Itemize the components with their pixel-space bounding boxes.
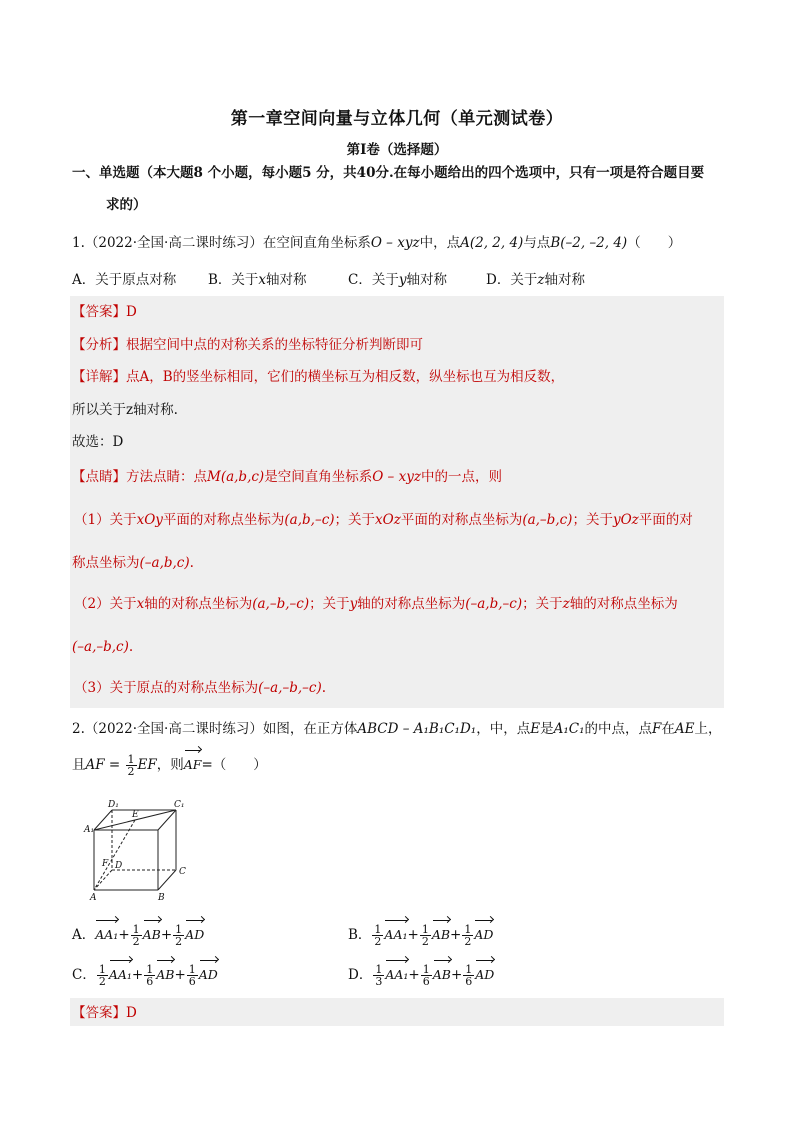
frac [462,924,473,947]
frac-den: 3 [375,975,383,988]
q1-tip-point2-cont [72,637,133,657]
frac-num: 1 [375,963,383,976]
vec-ab: AB [143,922,161,948]
q2-option-c [72,962,218,988]
q1-option-b [208,270,307,290]
frac-num: 1 [421,923,429,936]
frac [131,924,142,947]
q2-option-d [348,962,494,988]
tip-coord: (a,–b,–c) [252,596,310,612]
q1-option-c [348,270,447,290]
tip-axis: z [562,596,570,612]
q1-stem-text: 中，点 [419,235,461,251]
answer-value: D [126,1005,137,1021]
section-heading [72,157,732,221]
frac-num: 1 [132,923,140,936]
analysis-tag: 【分析】 [72,337,126,353]
q1-answer [72,302,137,322]
q2-stem [72,719,721,739]
frac-den: 6 [422,975,430,988]
answer-tag: 【答案】 [72,1005,126,1021]
option-label: A． [72,927,96,943]
frac-den: 2 [464,935,472,948]
frac-num: 1 [175,923,183,936]
frac-num: 1 [98,963,106,976]
q2-point-f: F [651,721,662,737]
q2-stem-text: 上， [694,721,722,737]
plus: + [408,967,420,983]
tip-text: （2）关于 [74,596,137,612]
tip-text: . [128,639,134,655]
q2-ef: EF [137,757,157,773]
q1-tip-point3 [74,678,326,698]
q1-option-c-text: 轴对称 [406,272,447,288]
q1-point-b: B(–2, –2, 4) [550,235,628,251]
q1-option-d-var: z [537,272,545,288]
q1-option-a: A．关于原点对称 [72,272,177,288]
tip-coord: (–a,–b,c) [72,639,129,655]
q2-equals: = [108,757,121,773]
label-d1: D₁ [108,800,119,810]
q2-stem-text: 且 [72,757,86,773]
tip-text: 平面的对 [638,512,693,528]
option-label: D． [348,967,373,983]
option-label: C． [72,967,96,983]
q1-analysis [72,335,423,355]
q2-half-fraction [126,754,137,777]
cube-hidden-edge [94,870,112,890]
q2-option-a [72,922,204,948]
frac-den: 2 [175,935,183,948]
tip-text: . [189,555,194,571]
q1-stem-paren: （ ） [627,235,682,251]
tip-text: 称点坐标为 [72,555,140,571]
q2-stem-paren: =（ ） [201,757,267,773]
q2-solution-box [70,998,724,1026]
label-a: A [90,893,97,902]
section-heading-line1: 一、单选题（本大题8 个小题，每小题5 分，共40分.在每小题给出的四个选项中，只有一项是符合题目要 [72,165,705,181]
tip-point-m: M(a,b,c) [207,469,265,485]
plus: + [450,967,463,983]
page-title: 第一章空间向量与立体几何（单元测试卷） [230,109,564,129]
frac-den: 6 [465,975,473,988]
frac-num: 1 [146,963,154,976]
tip-axis: y [349,596,358,612]
tip-plane: yOz [612,512,639,528]
frac [373,964,384,987]
q1-detail-line2: 所以关于z轴对称. [72,402,178,418]
tip-plane: xOy [136,512,163,528]
frac [144,964,155,987]
frac [97,964,108,987]
option-label: B． [348,927,372,943]
frac-den: 2 [421,935,429,948]
tip-text: . [321,680,327,696]
detail-text: 点A，B的竖坐标相同，它们的横坐标互为相反数，纵坐标也互为相反数， [126,369,565,385]
answer-value: D [126,304,137,320]
frac [372,924,383,947]
tip-text: ；关于 [522,596,563,612]
frac [187,964,198,987]
frac [421,964,432,987]
label-b: B [158,893,165,902]
q2-stem-text: 在 [661,721,675,737]
tip-coord: (–a,b,–c) [465,596,523,612]
q2-af: AF [85,757,105,773]
label-e: E [132,810,139,820]
cube-figure [82,798,192,902]
tip-tag: 【点睛】 [72,469,126,485]
tip-text: （3）关于原点的对称点坐标为 [74,680,259,696]
frac-num: 1 [374,923,382,936]
tip-text: 轴的对称点坐标为 [569,596,678,612]
q1-tip-point1-cont [72,553,194,573]
label-c: C [179,867,186,877]
plus: + [131,967,144,983]
vec-aa1: AA₁ [95,922,118,948]
tip-text: 是空间直角坐标系 [264,469,373,485]
label-d: D [115,861,123,871]
tip-text: （1）关于 [74,512,137,528]
vec-aa1: AA₁ [385,962,408,988]
vec-aa1: AA₁ [384,922,407,948]
vec-ad: AD [475,962,494,988]
frac-den: 6 [146,975,154,988]
q1-option-c-var: y [398,272,407,288]
answer-tag: 【答案】 [72,304,126,320]
plus: + [160,927,173,943]
q2-stem-text: 2.（2022·全国·高二课时练习）如图，在正方体 [72,721,358,737]
label-f: F [102,859,109,869]
q2-segment: A₁C₁ [553,721,585,737]
tip-text: 平面的对称点坐标为 [162,512,285,528]
frac-num: 1 [188,963,196,976]
q1-option-d-text: 轴对称 [544,272,585,288]
q2-option-b [348,922,493,948]
section-heading-line2: 求的） [106,197,147,213]
tip-text: 中的一点，则 [420,469,502,485]
plus: + [118,927,130,943]
frac-den: 2 [132,935,140,948]
tip-coord: (–a,–b,–c) [258,680,322,696]
q1-option-b-text: 轴对称 [266,272,307,288]
tip-coord: (–a,b,c) [139,555,190,571]
frac-den: 6 [188,975,196,988]
vec-ab: AB [156,962,174,988]
tip-text: ；关于 [334,512,376,528]
frac-den: 2 [98,975,106,988]
cube-edge [94,810,112,830]
q2-stem-line2 [72,752,267,778]
q2-stem-text: ，中，点 [476,721,531,737]
vec-ad: AD [474,922,493,948]
q2-vector-af: AF [184,752,202,778]
q2-stem-text: 的中点，点 [584,721,652,737]
q1-stem [72,233,681,253]
q1-option-b-var: x [258,272,267,288]
q1-option-c-text: C．关于 [348,272,399,288]
q1-stem-text: 与点 [523,235,551,251]
q2-cube-name: ABCD – A₁B₁C₁D₁ [357,721,477,737]
vec-ad: AD [185,922,204,948]
label-a1: A₁ [84,825,95,835]
page-subtitle: 第Ⅰ卷（选择题） [346,142,448,158]
q2-stem-text: 是 [540,721,554,737]
q2-segment: AE [674,721,695,737]
vec-ab: AB [432,922,450,948]
frac [173,924,184,947]
tip-coord: (a,–b,c) [522,512,573,528]
detail-tag: 【详解】 [72,369,126,385]
q1-detail [72,367,564,387]
tip-plane: xOz [375,512,401,528]
frac [463,964,474,987]
vec-aa1: AA₁ [109,962,132,988]
frac-num: 1 [465,963,473,976]
plus: + [174,967,186,983]
cube-edge [158,870,176,890]
tip-coord: (a,b,–c) [284,512,335,528]
tip-text: 平面的对称点坐标为 [400,512,523,528]
q1-point-a: A(2, 2, 4) [460,235,524,251]
tip-axis: x [136,596,145,612]
q1-tip-point2 [74,594,678,614]
frac-den: 2 [127,765,135,778]
tip-text: ；关于 [572,512,613,528]
frac-den: 2 [374,935,382,948]
q1-option-b-text: B．关于 [208,272,259,288]
label-c1: C₁ [174,800,185,810]
analysis-text: 根据空间中点的对称关系的坐标特征分析判断即可 [126,337,423,353]
tip-text: 方法点睛：点 [126,469,207,485]
q1-tip [72,467,502,487]
q1-option-d [486,270,585,290]
plus: + [407,927,419,943]
q1-stem-text: 1.（2022·全国·高二课时练习）在空间直角坐标系 [72,235,371,251]
frac-num: 1 [422,963,430,976]
q1-tip-point1 [74,510,693,530]
q2-stem-text: ，则 [156,757,184,773]
q2-answer [72,1003,137,1023]
frac-num: 1 [127,753,135,766]
vec-ad: AD [199,962,218,988]
plus: + [450,927,462,943]
q1-coordinate-system: O – xyz [370,235,420,251]
tip-text: ；关于 [309,596,350,612]
q1-option-d-text: D．关于 [486,272,538,288]
vec-ab: AB [433,962,451,988]
tip-text: 轴的对称点坐标为 [144,596,253,612]
frac [420,924,431,947]
q1-choose: 故选：D [72,434,124,450]
tip-system: O – xyz [372,469,421,485]
tip-text: 轴的对称点坐标为 [357,596,466,612]
cube-edge [158,810,176,830]
q2-point-e: E [530,721,541,737]
frac-num: 1 [464,923,472,936]
q1-solution-box [70,296,724,708]
